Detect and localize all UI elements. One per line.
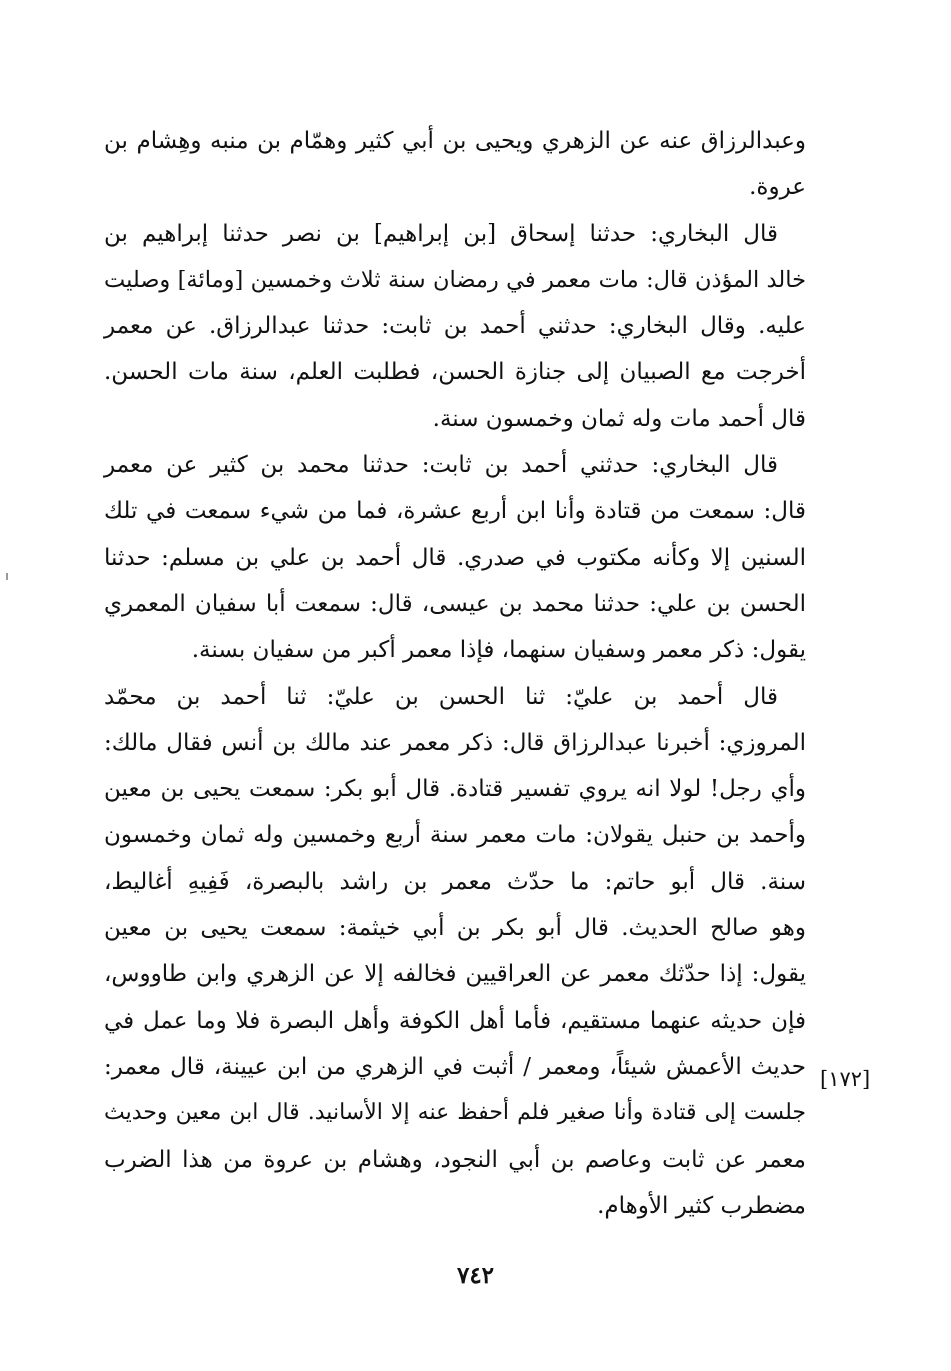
text-line: حديث الأعمش شيئاً، ومعمر / أثبت في الزهري من ابن عيينة، قال معمر: [104, 1053, 806, 1080]
text-line: وأي رجل! لولا انه يروي تفسير قتادة. قال أبو بكر: سمعت يحيى بن معين [104, 776, 806, 803]
text-line: قال البخاري: حدثني أحمد بن ثابت: حدثنا محمد بن كثير عن معمر [104, 452, 778, 479]
page-number: ٧٤٢ [456, 1262, 495, 1289]
text-line: خالد المؤذن قال: مات معمر في رمضان سنة ثلاث وخمسين [ومائة] وصليت [104, 266, 806, 293]
text-line: المروزي: أخبرنا عبدالرزاق قال: ذكر معمر عند مالك بن أنس فقال مالك: [104, 729, 806, 756]
text-line: يقول: إذا حدّثك معمر عن العراقيين فخالفه إلا عن الزهري وابن طاووس، [104, 961, 806, 988]
text-line: السنين إلا وكأنه مكتوب في صدري. قال أحمد بن علي بن مسلم: حدثنا [104, 544, 806, 571]
text-line: وهو صالح الحديث. قال أبو بكر بن أبي خيثمة: سمعت يحيى بن معين [104, 915, 806, 942]
text-line: عروة. [749, 174, 806, 201]
margin-folio-reference: [١٧٢] [820, 1067, 871, 1091]
text-line: قال البخاري: حدثنا إسحاق [بن إبراهيم] بن نصر حدثنا إبراهيم بن [104, 220, 778, 247]
text-line: سنة. قال أبو حاتم: ما حدّث معمر بن راشد بالبصرة، فَفِيهِ أغاليط، [104, 868, 806, 895]
text-line: معمر عن ثابت وعاصم بن أبي النجود، وهشام بن عروة من هذا الضرب [104, 1146, 806, 1173]
text-line: الحسن بن علي: حدثنا محمد بن عيسى، قال: سمعت أبا سفيان المعمري [104, 590, 806, 617]
text-line: وعبدالرزاق عنه عن الزهري ويحيى بن أبي كثير وهمّام بن منبه وهِشام بن [104, 128, 806, 154]
text-line: فإن حديثه عنهما مستقيم، فأما أهل الكوفة وأهل البصرة فلا وما عمل في [104, 1007, 806, 1034]
text-line: مضطرب كثير الأوهام. [597, 1192, 806, 1219]
scan-artifact [6, 573, 8, 580]
text-line: قال: سمعت من قتادة وأنا ابن أربع عشرة، فما من شيء سمعت في تلك [104, 498, 806, 525]
text-line: جلست إلى قتادة وأنا صغير فلم أحفظ عنه إلا الأسانيد. قال ابن معين وحديث [104, 1100, 806, 1126]
page-body-text [104, 118, 806, 1229]
text-line: قال أحمد بن عليّ: ثنا الحسن بن عليّ: ثنا أحمد بن محمّد [104, 683, 778, 710]
text-line: عليه. وقال البخاري: حدثني أحمد بن ثابت: حدثنا عبدالرزاق. عن معمر [104, 313, 806, 340]
text-line: قال أحمد مات وله ثمان وخمسون سنة. [432, 405, 806, 432]
text-line: أخرجت مع الصبيان إلى جنازة الحسن، فطلبت العلم، سنة مات الحسن. [104, 359, 806, 386]
text-line: وأحمد بن حنبل يقولان: مات معمر سنة أربع وخمسين وله ثمان وخمسون [104, 822, 806, 849]
text-line: يقول: ذكر معمر وسفيان سنهما، فإذا معمر أكبر من سفيان بسنة. [191, 637, 806, 664]
